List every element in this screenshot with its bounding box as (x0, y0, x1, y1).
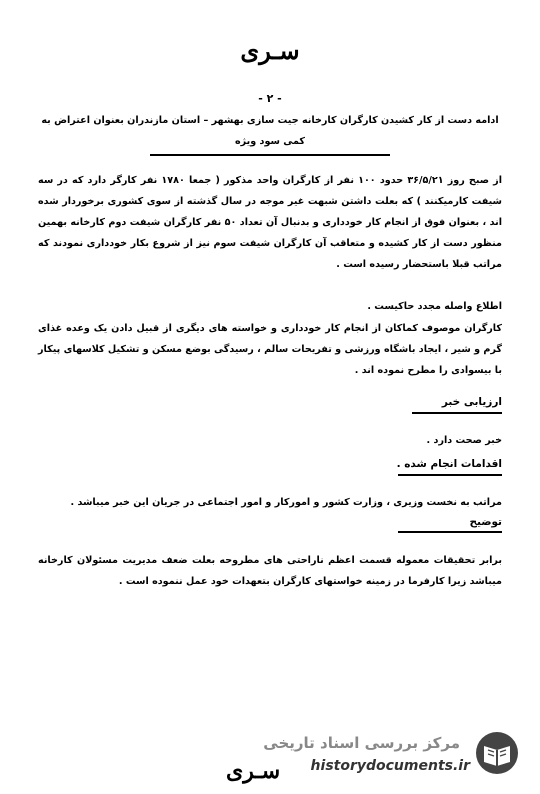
section-heading-assessment (38, 392, 502, 413)
section-3-underline (398, 531, 502, 533)
paragraph-3-text: کارگران موصوف کماکان از انجام کار خودداری و خواسته های دیگری از قبیل دادن یک وعده غذای گرم و شیر ، ایجاد باشگاه ورزشی و تفریحات سالم ، رسیدگی بوضع مسکن و تشکیل کلاسهای پیکار با بیسوادی را مطرح نموده اند . (38, 323, 502, 376)
paragraph-3 (38, 318, 502, 381)
section-heading-explanation (38, 512, 502, 533)
paragraph-2 (38, 296, 502, 317)
title-underline (150, 154, 390, 156)
watermark-url: historydocuments.ir (310, 758, 470, 774)
page-number: - ۲ - (258, 92, 282, 105)
paragraph-5 (38, 492, 502, 513)
section-2-heading-text: اقدامات انجام شده . (396, 458, 502, 470)
paragraph-4 (38, 430, 502, 451)
document-title (38, 110, 502, 152)
paragraph-4-text: خبر صحت دارد . (426, 435, 502, 446)
paragraph-6-text: برابر تحقیقات معموله قسمت اعظم ناراحتی های مطروحه بعلت ضعف مدیریت مسئولان کارخانه میباشد زیرا کارفرما در زمینه خواستهای کارگران بتعهدات خود عمل ننموده است . (38, 555, 502, 587)
section-3-heading-text: توضیح (469, 516, 502, 528)
section-2-underline (398, 474, 502, 476)
title-text: ادامه دست از کار کشیدن کارگران کارخانه جیت سازی بهشهر – استان مازندران بعنوان اعتراض به کمی سود ویژه (41, 115, 499, 147)
section-1-heading-text: ارزیابی خبر (441, 396, 502, 408)
classification-stamp: سـری (240, 36, 300, 65)
paragraph-5-text: مراتب به نخست وزیری ، وزارت کشور و امورکار و امور اجتماعی در جریان این خبر میباشد . (70, 497, 502, 508)
section-heading-actions (38, 454, 502, 475)
paragraph-6 (38, 550, 502, 592)
book-logo-icon (474, 730, 520, 776)
paragraph-1 (38, 170, 502, 275)
classification-stamp-bottom: سـری (226, 758, 281, 784)
paragraph-2-text: اطلاع واصله مجدد حاکیست . (367, 301, 502, 312)
section-1-underline (412, 412, 502, 414)
watermark-text-fa: مرکز بررسی اسناد تاریخی (263, 734, 460, 752)
paragraph-1-text: از صبح روز ۳۶/۵/۲۱ حدود ۱۰۰ نفر از کارگران واحد مذکور ( جمعا ۱۷۸۰ نفر کارگر دارد که در سه شیفت کارمیکنند ) که بعلت داشتن شبهت غیر موجه در سال گذشته از سوی کشوری برخوردار شده اند ، بعنوان فوق از انجام کار خودداری و بدنبال آن تعداد ۵۰ نفر کارگران شیفت دوم کارخانه بهمین منظور دست از کار کشیده و متعاقب آن کارگران شیفت سوم نیز از شروع بکار خودداری نمودند که مراتب قبلا باستحضار رسیده است . (38, 175, 502, 270)
